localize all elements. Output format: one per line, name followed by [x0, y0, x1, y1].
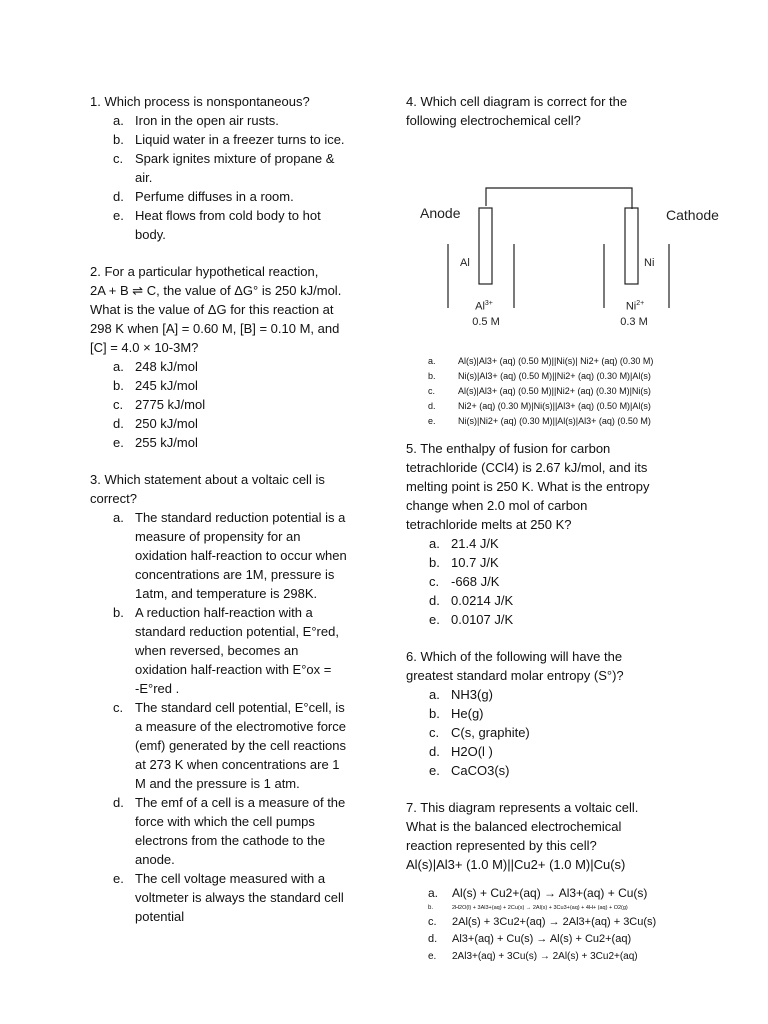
option-text: -668 J/K [451, 574, 500, 589]
answer-option[interactable] [429, 742, 736, 761]
option-text: C(s, graphite) [451, 725, 530, 740]
option-text: 2Al(s) + 3Cu2+(aq) → 2Al3+(aq) + 3Cu(s) [452, 916, 657, 928]
answer-option[interactable] [113, 508, 370, 603]
option-letter: c. [113, 700, 124, 715]
option-text: The standard cell potential, E°cell, is a measure of the electromotive force (emf) generated by the cell reactions at 273 K when concentrations are 1 M and the pressure is 1 atm. [135, 700, 346, 791]
answer-option[interactable] [429, 591, 736, 610]
option-letter: a. [113, 113, 124, 128]
option-letter: b. [113, 132, 124, 147]
left-electrode [479, 208, 492, 284]
answer-option[interactable] [113, 376, 370, 395]
answer-option[interactable] [429, 534, 736, 553]
right-concentration: 0.3 M [620, 316, 648, 328]
option-letter: b. [429, 555, 440, 570]
left-electrode-label: Al [460, 257, 470, 269]
option-text: Al(s) + Cu2+(aq) → Al3+(aq) + Cu(s) [452, 886, 648, 900]
right-electrode-label: Ni [644, 257, 655, 269]
option-text: Ni2+ (aq) (0.30 M)|Ni(s)||Al3+ (aq) (0.50 M)|Al(s) [458, 401, 651, 411]
option-text: Al(s)|Al3+ (aq) (0.50 M)||Ni2+ (aq) (0.30 M)|Ni(s) [458, 386, 651, 396]
option-letter: b. [428, 371, 436, 381]
right-ion-charge: 2+ [636, 300, 645, 307]
answer-options [406, 534, 736, 629]
question-4 [406, 92, 736, 429]
option-text: Iron in the open air rusts. [135, 113, 279, 128]
right-electrode [625, 208, 638, 284]
option-letter: c. [113, 151, 124, 166]
option-text: Al(s)|Al3+ (aq) (0.50 M)||Ni(s)| Ni2+ (aq) (0.30 M) [458, 356, 654, 366]
option-text: Spark ignites mixture of propane & air. [135, 151, 335, 185]
option-text: 10.7 J/K [451, 555, 499, 570]
option-letter: e. [428, 416, 436, 426]
answer-option[interactable] [428, 369, 736, 384]
option-letter: d. [428, 933, 438, 945]
option-letter: e. [113, 208, 124, 223]
option-letter: b. [113, 605, 124, 620]
option-letter: d. [429, 744, 440, 759]
question-5 [406, 439, 736, 629]
answer-option[interactable] [429, 723, 736, 742]
answer-option[interactable] [428, 931, 736, 948]
left-ion-label [466, 296, 502, 315]
option-text: 0.0214 J/K [451, 593, 514, 608]
answer-option[interactable] [429, 610, 736, 629]
answer-option[interactable] [113, 206, 370, 244]
answer-option[interactable] [113, 793, 370, 869]
option-text: The emf of a cell is a measure of the force with which the cell pumps electrons from the cathode to the anode. [135, 795, 346, 867]
answer-option[interactable] [113, 603, 370, 698]
question-stem: 7. This diagram represents a voltaic cell. What is the balanced electrochemical reaction represented by this cell? Al(s)|Al3+ (1.0 M)||Cu2+ (1.0 M)|Cu(s) [406, 800, 639, 872]
option-text: Ni(s)|Al3+ (aq) (0.50 M)||Ni2+ (aq) (0.30 M)|Al(s) [458, 371, 651, 381]
answer-options [406, 685, 736, 780]
option-text: 2H2O(l) + 3Al3+(aq) + 2Cu(s) → 2Al(s) + 3Cu3+(aq) + 4H+ (aq) + O2(g) [452, 905, 628, 911]
right-ion-label [617, 296, 653, 315]
option-letter: a. [113, 359, 124, 374]
answer-option[interactable] [429, 553, 736, 572]
option-text: 255 kJ/mol [135, 435, 198, 450]
answer-option[interactable] [113, 130, 370, 149]
question-7 [406, 798, 736, 965]
answer-option[interactable] [428, 399, 736, 414]
option-text: Perfume diffuses in a room. [135, 189, 294, 204]
answer-option[interactable] [113, 395, 370, 414]
option-letter: c. [428, 386, 436, 396]
option-letter: e. [429, 763, 440, 778]
question-stem: 6. Which of the following will have the greatest standard molar entropy (S°)? [406, 649, 624, 683]
answer-option[interactable] [429, 704, 736, 723]
option-text: Heat flows from cold body to hot body. [135, 208, 321, 242]
answer-option[interactable] [113, 357, 370, 376]
right-column [406, 92, 736, 983]
question-stem: 1. Which process is nonspontaneous? [90, 94, 310, 109]
option-text: Ni(s)|Ni2+ (aq) (0.30 M)||Al(s)|Al3+ (aq) (0.50 M) [458, 416, 651, 426]
answer-option[interactable] [113, 187, 370, 206]
option-text: 2775 kJ/mol [135, 397, 206, 412]
answer-option[interactable] [113, 869, 370, 926]
option-text: He(g) [451, 706, 484, 721]
option-letter: b. [429, 706, 440, 721]
option-letter: e. [113, 435, 124, 450]
cathode-label: Cathode [666, 207, 719, 223]
option-text: 21.4 J/K [451, 536, 499, 551]
option-letter: c. [429, 574, 440, 589]
option-letter: a. [429, 687, 440, 702]
answer-option[interactable] [428, 884, 736, 902]
answer-option[interactable] [428, 948, 736, 965]
option-text: 245 kJ/mol [135, 378, 198, 393]
option-text: Liquid water in a freezer turns to ice. [135, 132, 345, 147]
option-letter: b. [428, 905, 434, 911]
option-letter: d. [428, 401, 436, 411]
answer-option[interactable] [428, 902, 736, 914]
option-text: 250 kJ/mol [135, 416, 198, 431]
answer-option[interactable] [113, 111, 370, 130]
option-letter: a. [113, 510, 124, 525]
option-text: 2Al3+(aq) + 3Cu(s) → 2Al(s) + 3Cu2+(aq) [452, 951, 638, 962]
option-letter: b. [113, 378, 124, 393]
answer-options [90, 357, 370, 452]
option-text: CaCO3(s) [451, 763, 510, 778]
option-text: The standard reduction potential is a measure of propensity for an oxidation half-reaction to occur when concentrations are 1M, pressure is 1atm, and temperature is 298K. [135, 510, 347, 601]
option-letter: c. [113, 397, 124, 412]
left-concentration: 0.5 M [472, 316, 500, 328]
option-letter: d. [113, 795, 124, 810]
left-column [90, 92, 370, 944]
question-2 [90, 262, 370, 452]
left-ion-symbol: Al [475, 300, 485, 313]
option-letter: d. [113, 416, 124, 431]
question-stem: 3. Which statement about a voltaic cell is correct? [90, 472, 325, 506]
option-text: NH3(g) [451, 687, 493, 702]
question-stem: 4. Which cell diagram is correct for the following electrochemical cell? [406, 94, 628, 128]
answer-options [406, 884, 736, 965]
option-text: 248 kJ/mol [135, 359, 198, 374]
answer-option[interactable] [113, 698, 370, 793]
option-text: H2O(l ) [451, 744, 493, 759]
option-letter: c. [429, 725, 440, 740]
answer-option[interactable] [429, 572, 736, 591]
option-letter: e. [429, 612, 440, 627]
anode-label: Anode [420, 205, 461, 221]
option-letter: a. [429, 536, 440, 551]
option-letter: a. [428, 886, 439, 900]
answer-options [90, 111, 370, 244]
answer-option[interactable] [428, 354, 736, 369]
option-text: 0.0107 J/K [451, 612, 514, 627]
option-text: Al3+(aq) + Cu(s) → Al(s) + Cu2+(aq) [452, 933, 632, 945]
answer-option[interactable] [429, 685, 736, 704]
question-stem: 5. The enthalpy of fusion for carbon tetrachloride (CCl4) is 2.67 kJ/mol, and its melting point is 250 K. What is the entropy change when 2.0 mol of carbon tetrachloride melts at 250 K? [406, 441, 650, 532]
option-letter: e. [428, 951, 437, 962]
option-letter: a. [428, 356, 436, 366]
answer-option[interactable] [429, 761, 736, 780]
answer-option[interactable] [113, 414, 370, 433]
option-text: A reduction half-reaction with a standard reduction potential, E°red, when reversed, becomes an oxidation half-reaction with E°ox = -E°red . [135, 605, 339, 696]
question-3 [90, 470, 370, 926]
option-text: The cell voltage measured with a voltmeter is always the standard cell potential [135, 871, 344, 924]
question-6 [406, 647, 736, 780]
answer-option[interactable] [113, 433, 370, 452]
answer-option[interactable] [113, 149, 370, 187]
electrochemical-cell-diagram [406, 132, 736, 328]
answer-options [406, 354, 736, 429]
option-letter: d. [113, 189, 124, 204]
answer-option[interactable] [428, 914, 736, 931]
answer-option[interactable] [428, 384, 736, 399]
external-wire [486, 188, 632, 209]
right-ion-symbol: Ni [625, 300, 637, 313]
option-letter: c. [428, 916, 437, 928]
option-letter: d. [429, 593, 440, 608]
left-ion-charge: 3+ [484, 300, 493, 307]
answer-option[interactable] [428, 414, 736, 429]
question-1 [90, 92, 370, 244]
question-stem: 2. For a particular hypothetical reaction, 2A + B ⇌ C, the value of ΔG° is 250 kJ/mol. What is the value of ΔG for this reaction at 298 K when [A] = 0.60 M, [B] = 0.10 M, and [C] = 4.0 × 10-3M? [90, 264, 342, 355]
answer-options [90, 508, 370, 926]
option-letter: e. [113, 871, 124, 886]
